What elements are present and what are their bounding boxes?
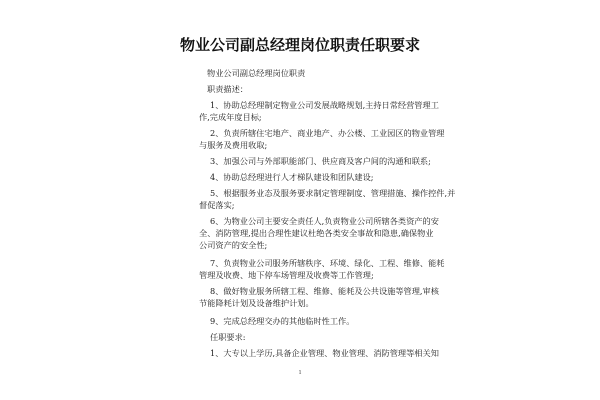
paragraph-line: 8、做好物业服务所辖工程、维修、能耗及公共设施等管理,审核: [210, 286, 439, 296]
paragraph-line: 1、大专以上学历,具备企业管理、物业管理、消防管理等相关知: [210, 348, 439, 358]
paragraph-line: 9、完成总经理交办的其他临时性工作。: [210, 316, 355, 326]
paragraph-line: 7、负责物业公司服务所辖秩序、环境、绿化、工程、维修、能耗: [210, 258, 445, 268]
paragraph-line: 3、加强公司与外部职能部门、供应商及客户间的沟通和联系;: [210, 156, 431, 166]
paragraph-line: 管理及收费、地下停车场管理及收费等工作管理;: [199, 270, 374, 280]
paragraph-line: 5、根据服务业态及服务要求制定管理制度、管理措施、操作控件,并: [210, 188, 456, 198]
paragraph-line: 督促落实;: [199, 200, 235, 210]
paragraph-line: 4、协助总经理进行人才梯队建设和团队建设;: [210, 172, 374, 182]
paragraph-line: 全、消防管理,提出合理性建议杜绝各类安全事故和隐患,确保物业: [199, 228, 434, 238]
document-title: 物业公司副总经理岗位职责任职要求: [179, 36, 420, 54]
paragraph-line: 2、负责所辖住宅地产、商业地产、办公楼、工业园区的物业管理: [210, 128, 445, 138]
paragraph-line: 公司资产的安全性;: [199, 240, 268, 250]
paragraph-line: 6、为物业公司主要安全责任人,负责物业公司所辖各类资产的安: [210, 216, 439, 226]
paragraph-line: 1、协助总经理制定物业公司发展战略规划,主持日常经营管理工: [210, 100, 439, 110]
paragraph-line: 作,完成年度目标;: [199, 112, 262, 122]
subheading-requirements: 任职要求:: [210, 332, 246, 342]
subheading-duties: 职责描述：: [207, 84, 248, 94]
section-heading: 物业公司副总经理岗位职责: [207, 68, 306, 78]
paragraph-line: 节能降耗计划及设备维护计划。: [199, 298, 314, 308]
page-number: 1: [298, 370, 302, 376]
paragraph-line: 与服务及费用收取;: [199, 140, 268, 150]
